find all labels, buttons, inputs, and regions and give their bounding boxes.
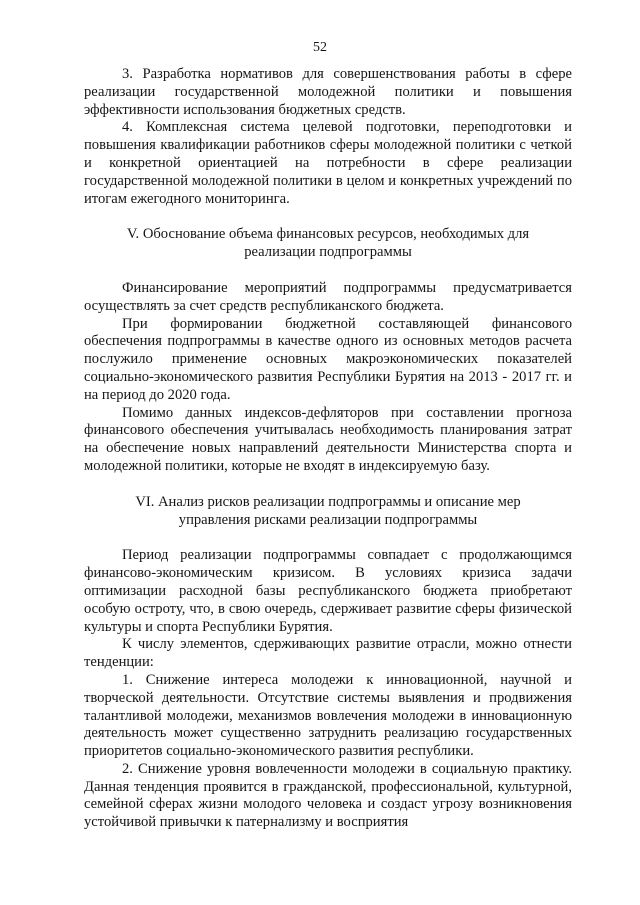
- heading-line: V. Обоснование объема финансовых ресурсов, необходимых для: [126, 226, 530, 243]
- paragraph-tendencies-intro: К числу элементов, сдерживающих развитие отрасли, можно отнести тенденции:: [84, 636, 572, 671]
- paragraph-budget-method: При формировании бюджетной составляющей финансового обеспечения подпрограммы в качестве одного из основных методов расчета послужило применение основных макроэкономических показателей социально-экономического развития Республики Бурятия на 2013 - 2017 гг. и на период до 2020 года.: [84, 315, 572, 403]
- heading-line: VI. Анализ рисков реализации подпрограммы и описание мер: [135, 493, 521, 510]
- paragraph-tendency-2: 2. Снижение уровня вовлеченности молодежи в социальную практику. Данная тенденция проявится в гражданской, профессиональной, культурной, семейной сферах жизни молодого человека и создаст угрозу возникновения устойчивой привычки к патернализму и восприятия: [84, 760, 572, 831]
- paragraph-deflators: Помимо данных индексов-дефляторов при составлении прогноза финансового обеспечения учитывалась необходимость планирования затрат на обеспечение новых направлений деятельности Министерства спорта и молодежной политики, которые не входят в индексируемую базу.: [84, 404, 572, 474]
- paragraph-tendency-1: 1. Снижение интереса молодежи к инновационной, научной и творческой деятельности. Отсутствие системы выявления и продвижения талантливой молодежи, механизмов вовлечения молодежи в инновационную деятельность может существенно затруднить реализацию государственных приоритетов социально-экономического развития республики.: [84, 671, 572, 760]
- paragraph-crisis-period: Период реализации подпрограммы совпадает с продолжающимся финансово-экономическим кризисом. В условиях кризиса задачи оптимизации расходной базы республиканского бюджета приобретают особую остроту, что, в свою очередь, сдерживает развитие сферы физической культуры и спорта Республики Бурятия.: [84, 547, 572, 635]
- paragraph-financing: Финансирование мероприятий подпрограммы предусматривается осуществлять за счет средств республиканского бюджета.: [84, 279, 572, 314]
- section-heading-vi: [84, 494, 572, 530]
- paragraph-item-3: 3. Разработка нормативов для совершенствования работы в сфере реализации государственной молодежной политики и повышения эффективности использования бюджетных средств.: [84, 66, 572, 118]
- paragraph-item-4: 4. Комплексная система целевой подготовки, переподготовки и повышения квалификации работников сферы молодежной политики с четкой и конкретной ориентацией на потребности в сфере реализации государственной молодежной политики в целом и конкретных учреждений по итогам ежегодного мониторинга.: [84, 119, 572, 207]
- heading-line: реализации подпрограммы: [244, 244, 412, 261]
- page-number: 52: [313, 40, 327, 55]
- section-heading-v: [84, 226, 572, 262]
- page-body: [84, 66, 572, 832]
- heading-line: управления рисками реализации подпрограммы: [178, 511, 478, 528]
